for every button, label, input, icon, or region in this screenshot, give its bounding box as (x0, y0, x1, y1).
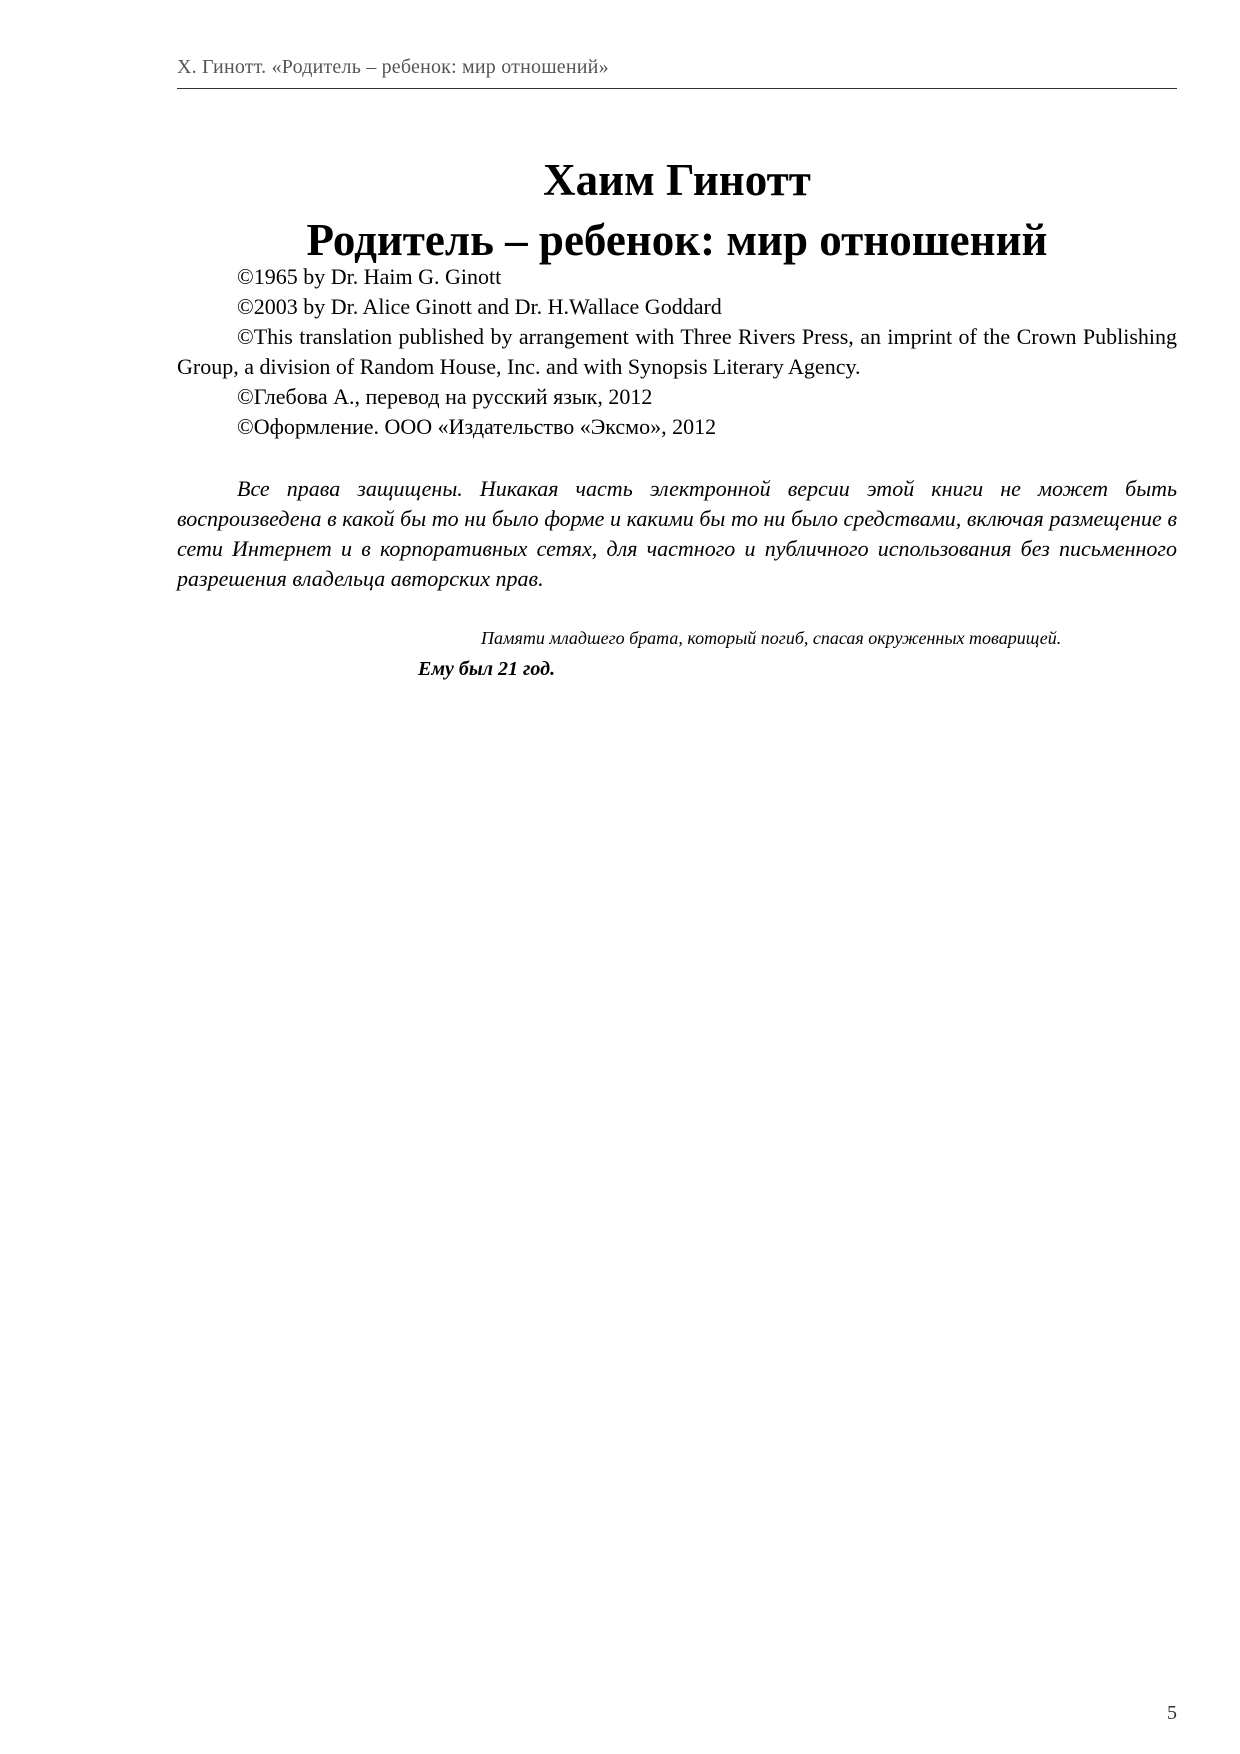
page-number: 5 (1167, 1702, 1177, 1724)
dedication (418, 625, 1110, 682)
title-block (177, 150, 1177, 270)
copyright-line: ©Оформление. ООО «Издательство «Эксмо», 2012 (237, 414, 717, 439)
rights-notice: Все права защищены. Никакая часть электронной версии этой книги не может быть воспроизведена в какой бы то ни было форме и какими бы то ни было средствами, включая размещение в сети Интернет и в корпоративных сетях, для частного и публичного использования без письменного разрешения владельца авторских прав. (177, 476, 1177, 591)
author-name: Хаим Гинотт (543, 155, 811, 205)
copyright-block (177, 262, 1177, 442)
copyright-line: ©Глебова А., перевод на русский язык, 2012 (237, 384, 653, 409)
book-title: Родитель – ребенок: мир отношений (306, 215, 1048, 265)
dedication-text: Памяти младшего брата, который погиб, спасая окруженных товарищей. (481, 628, 1062, 648)
copyright-line: ©1965 by Dr. Haim G. Ginott (237, 264, 502, 289)
copyright-line: ©2003 by Dr. Alice Ginott and Dr. H.Wallace Goddard (237, 294, 722, 319)
header-divider (177, 88, 1177, 89)
dedication-age: Ему был 21 год. (418, 658, 556, 680)
running-header: Х. Гинотт. «Родитель – ребенок: мир отношений» (177, 56, 609, 78)
copyright-line: ©This translation published by arrangement with Three Rivers Press, an imprint of the Crown Publishing Group, a division of Random House, Inc. and with Synopsis Literary Agency. (177, 324, 1177, 379)
